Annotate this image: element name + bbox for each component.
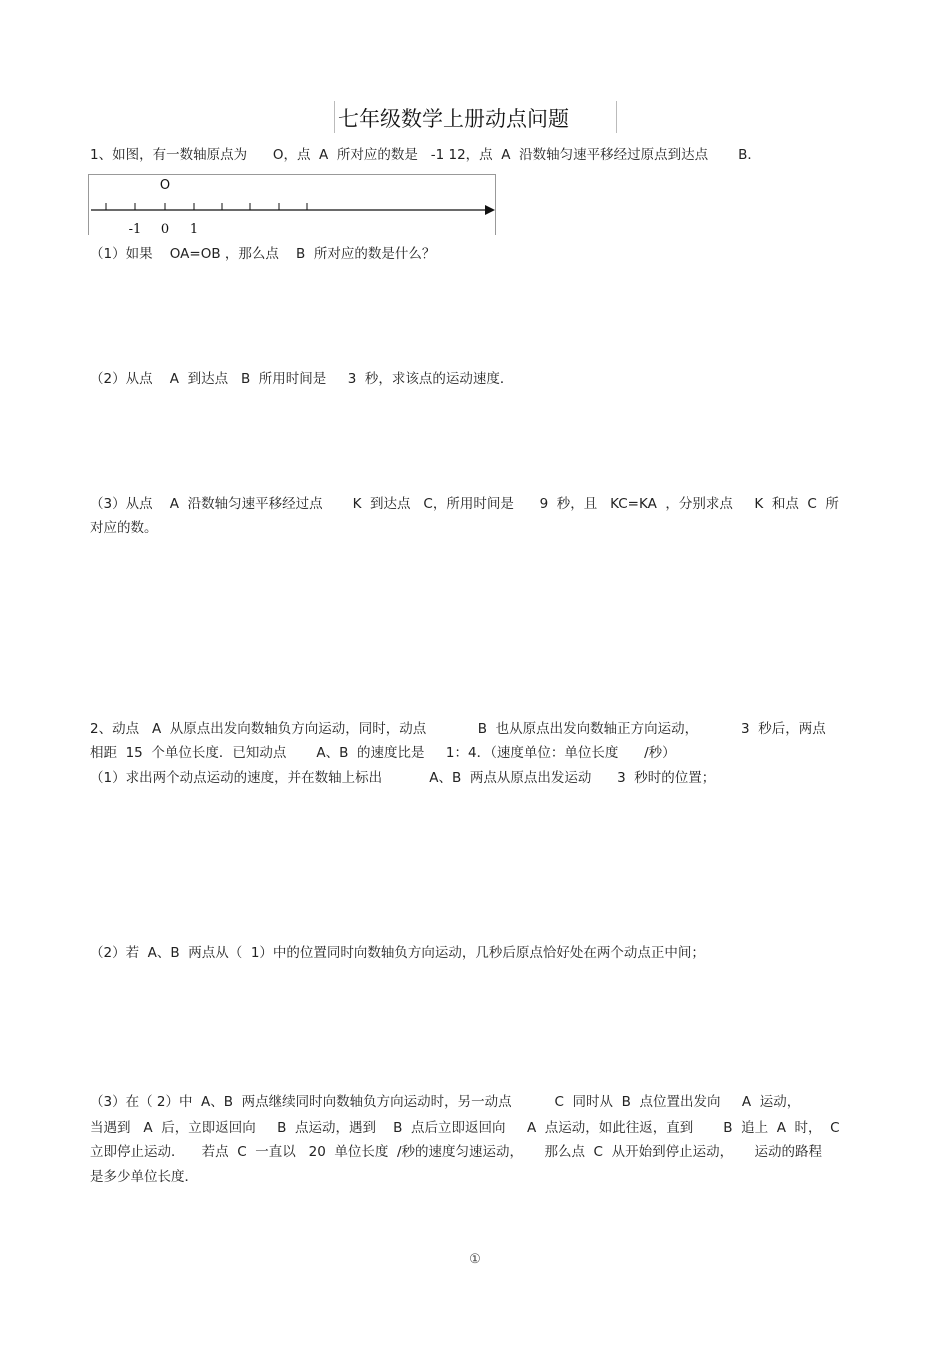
q1-part2: （2）从点 A 到达点 B 所用时间是 3 秒，求该点的运动速度． <box>90 371 514 387</box>
tick-label-1: 1 <box>189 222 199 235</box>
q2-intro-line1: 2、动点 A 从原点出发向数轴负方向运动，同时，动点 B 也从原点出发向数轴正方向运动， 3 秒后，两点 <box>90 721 826 737</box>
q1-intro: 1、如图，有一数轴原点为 O，点 A 所对应的数是 -1 12，点 A 沿数轴匀速平移经过原点到达点 B． <box>90 147 761 163</box>
q2-part3-line3: 立即停止运动． 若点 C 一直以 20 单位长度 /秒的速度匀速运动， 那么点 C 从开始到停止运动， 运动的路程 <box>90 1144 823 1160</box>
number-line-figure <box>88 174 496 235</box>
q2-part3-line2: 当遇到 A 后，立即返回向 B 点运动，遇到 B 点后立即返回向 A 点运动，如此往返，直到 B 追上 A 时， C <box>90 1120 840 1136</box>
q2-part1: （1）求出两个动点运动的速度，并在数轴上标出 A、B 两点从原点出发运动 3 秒时的位置； <box>90 770 716 786</box>
tick-label-0: 0 <box>160 222 170 235</box>
q2-part2: （2）若 A、B 两点从（ 1）中的位置同时向数轴负方向运动，几秒后原点恰好处在两个动点正中间； <box>90 945 705 961</box>
q2-part3-line1: （3）在（ 2）中 A、B 两点继续同时向数轴负方向运动时，另一动点 C 同时从 B 点位置出发向 A 运动， <box>90 1094 801 1110</box>
origin-label: O <box>159 178 171 193</box>
q2-intro-line2: 相距 15 个单位长度．已知动点 A、B 的速度比是 1：4．（速度单位：单位长度 /秒） <box>90 745 676 761</box>
axis-arrow-icon <box>485 205 495 215</box>
q1-part3-line2: 对应的数。 <box>90 520 158 536</box>
page-number: ① <box>469 1252 481 1267</box>
page-title: 七年级数学上册动点问题 <box>338 107 569 131</box>
q1-part3-line1: （3）从点 A 沿数轴匀速平移经过点 K 到达点 C，所用时间是 9 秒，且 KC=KA ，分别求点 K 和点 C 所 <box>90 496 839 512</box>
q2-part3-line4: 是多少单位长度． <box>90 1169 198 1185</box>
q1-part1: （1）如果 OA=OB ，那么点 B 所对应的数是什么？ <box>90 246 436 262</box>
tick-label-neg1: -1 <box>128 222 142 235</box>
number-line-ticks <box>106 203 307 210</box>
